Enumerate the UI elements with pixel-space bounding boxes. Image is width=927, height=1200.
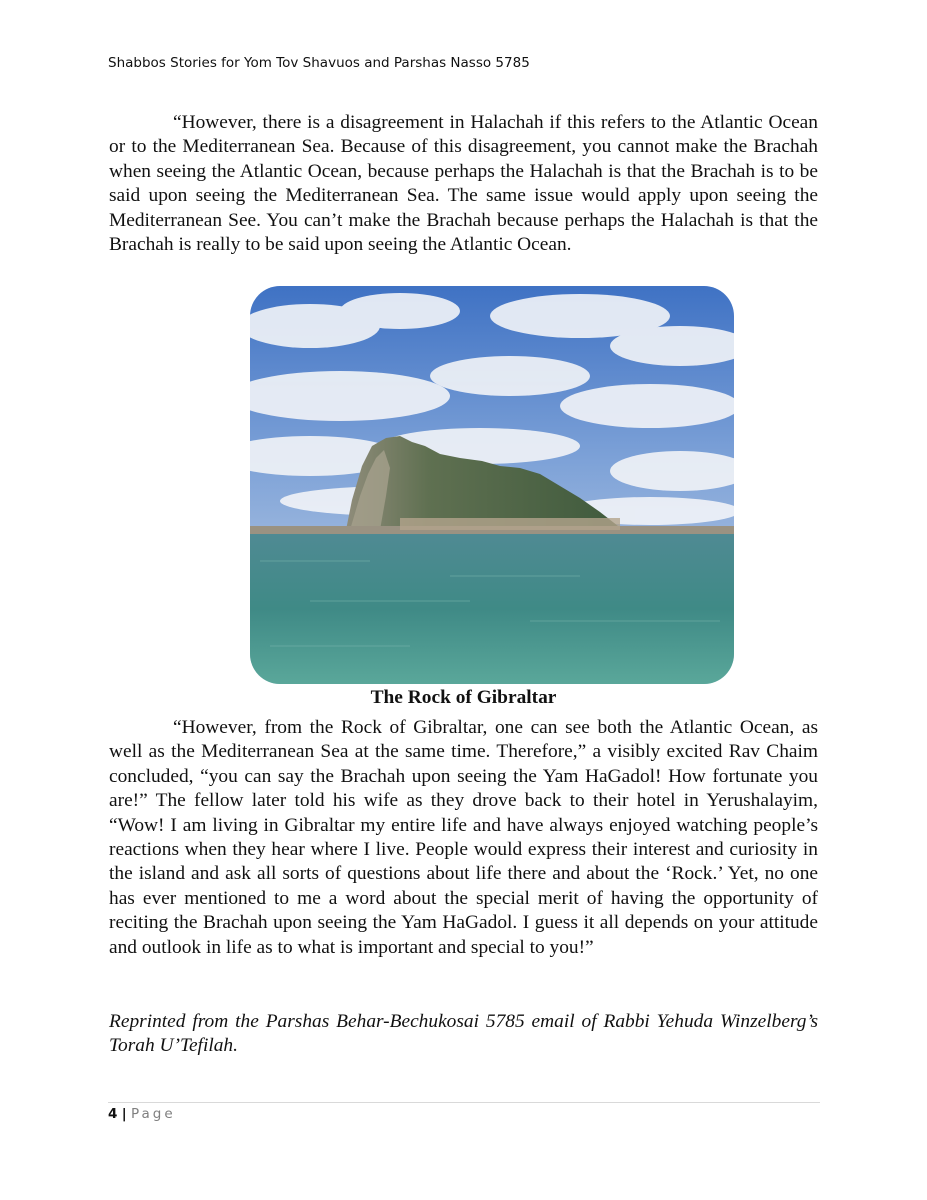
page-label: Page: [130, 1106, 176, 1122]
attribution-paragraph: Reprinted from the Parshas Behar-Bechukosai 5785 email of Rabbi Yehuda Winzelberg’s Torah U’Tefilah.: [109, 1011, 818, 1057]
running-header: Shabbos Stories for Yom Tov Shavuos and Parshas Nasso 5785: [108, 55, 530, 71]
page-footer: [108, 1106, 176, 1122]
footer-divider: [108, 1102, 820, 1103]
figure-caption: The Rock of Gibraltar: [370, 687, 557, 708]
gibraltar-photo: [250, 286, 734, 684]
body-paragraph: “However, there is a disagreement in Halachah if this refers to the Atlantic Ocean or to the Mediterranean Sea. Because of this disagreement, you cannot make the Brachah when seeing the Atlantic Ocean, because perhaps the Halachah is that the Brachah is to be said upon seeing the Mediterranean Sea. The same issue would apply upon seeing the Mediterranean See. You can’t make the Brachah because perhaps the Halachah is that the Brachah is really to be said upon seeing the Atlantic Ocean.: [109, 112, 818, 256]
page-number: 4: [108, 1106, 118, 1122]
body-paragraph: “However, from the Rock of Gibraltar, one can see both the Atlantic Ocean, as well as the Mediterranean Sea at the same time. Therefore,” a visibly excited Rav Chaim concluded, “you can say the Brachah upon seeing the Yam HaGadol! How fortunate you are!” The fellow later told his wife as they drove back to their hotel in Yerushalayim, “Wow! I am living in Gibraltar my entire life and have always enjoyed watching people’s reactions when they hear where I live. People would express their interest and curiosity in the island and ask all sorts of questions about life there and about the ‘Rock.’ Yet, no one has ever mentioned to me a word about the special merit of having the opportunity of reciting the Brachah upon seeing the Yam HaGadol. I guess it all depends on your attitude and outlook in life as to what is important and special to you!”: [109, 717, 818, 958]
footer-separator: |: [121, 1106, 127, 1122]
